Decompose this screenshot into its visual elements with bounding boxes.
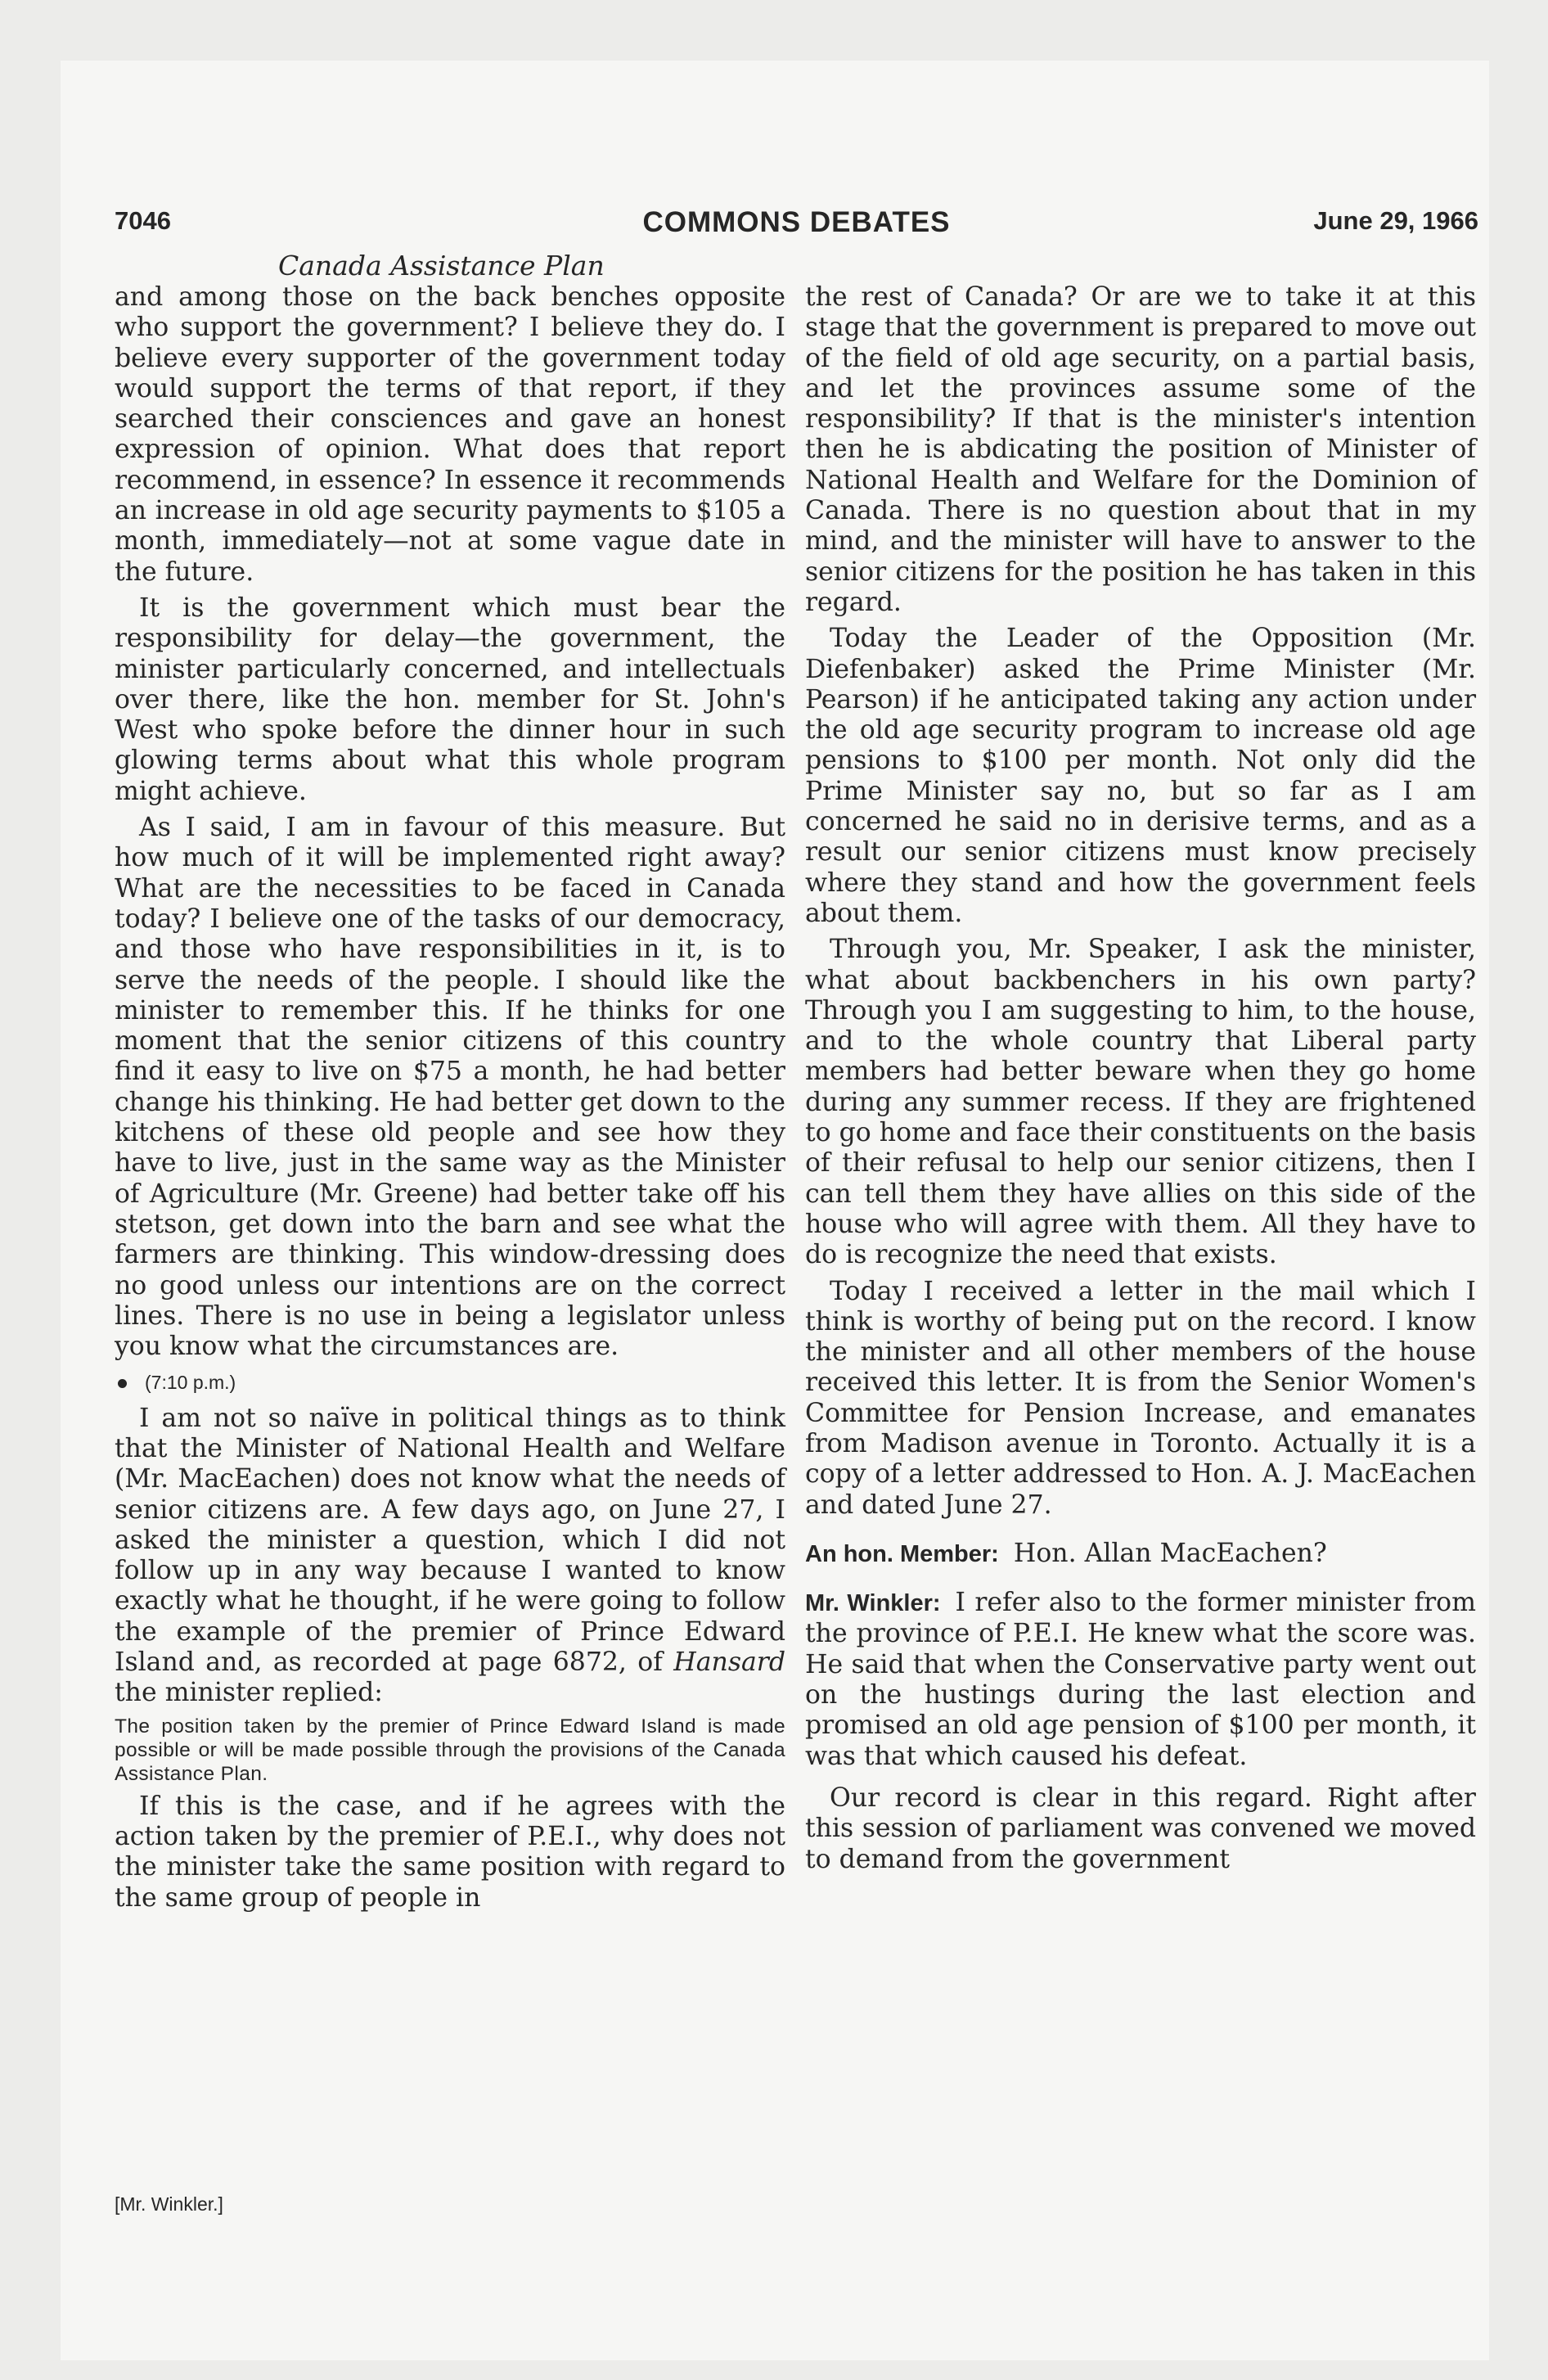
block-quote: The position taken by the premier of Prince Edward Island is made possible or will be made possible through the provisions of the Canada Assistance Plan.: [115, 1715, 785, 1785]
paragraph: If this is the case, and if he agrees with the action taken by the premier of P.E.I., why does not the minister take the same position with regard to the same group of people in: [115, 1791, 785, 1913]
time-marker: [115, 1368, 785, 1398]
hansard-reference: Hansard: [673, 1648, 785, 1678]
speaker-text: I refer also to the former minister from the province of P.E.I. He knew what the score was. He said that when the Conservative party went out on the hustings during the last election and promised an old age pension of $100 per month, it was that which caused his defeat.: [805, 1588, 1476, 1771]
paragraph: As I said, I am in favour of this measure. But how much of it will be implemented right away? What are the necessities to be faced in Canada today? I believe one of the tasks of our democracy, and those who have responsibilities in it, is to serve the needs of the people. I should like the minister to remember this. If he thinks for one moment that the senior citizens of this country find it easy to live on $75 a month, he had better change his thinking. He had better get down to the kitchens of these old people and see how they have to live, just in the same way as the Minister of Agriculture (Mr. Greene) had better take off his stetson, get down into the barn and see what the farmers are thinking. This window-dressing does no good unless our intentions are on the correct lines. There is no use in being a legislator unless you know what the circumstances are.: [115, 813, 785, 1362]
paragraph-text: I am not so naïve in political things as to think that the Minister of National Health and Welfare (Mr. MacEachen) does not know what the needs of senior citizens are. A few days ago, on June 27, I asked the minister a question, which I did not follow up in any way because I wanted to know exactly what he thought, if he were going to follow the example of the premier of Prince Edward Island and, as recorded at page 6872, of: [115, 1403, 785, 1678]
paragraph: and among those on the back benches opposite who support the government? I believe they do. I believe every supporter of the government today would support the terms of that report, if they searched their consciences and gave an honest expression of opinion. What does that report recommend, in essence? In essence it recommends an increase in old age security payments to $105 a month, immediately—not at some vague date in the future.: [115, 282, 785, 587]
left-column: [115, 282, 785, 1919]
debate-subject: Canada Assistance Plan: [278, 250, 605, 282]
paragraph: It is the government which must bear the responsibility for delay—the government, the minister particularly concerned, and intellectuals over there, like the hon. member for St. John's West who spoke before the dinner hour in such glowing terms about what this whole program might achieve.: [115, 593, 785, 806]
paragraph: [115, 1404, 785, 1709]
paragraph: Through you, Mr. Speaker, I ask the minister, what about backbenchers in his own party? Through you I am suggesting to him, to the house, and to the whole country that Liberal party members had better beware when they go home during any summer recess. If they are frightened to go home and face their constituents on the basis of their refusal to help our senior citizens, then I can tell them they have allies on this side of the house who will agree with them. All they have to do is recognize the need that exists.: [805, 935, 1476, 1270]
publication-title: COMMONS DEBATES: [642, 206, 951, 238]
time-marker-text: (7:10 p.m.): [145, 1372, 236, 1394]
speaker-name: Mr. Winkler:: [805, 1590, 941, 1617]
page-number: 7046: [115, 206, 171, 235]
speaker-name: An hon. Member:: [805, 1540, 999, 1567]
speaker-text: Hon. Allan MacEachen?: [1013, 1538, 1327, 1568]
right-column: [805, 282, 1476, 1881]
paragraph: the rest of Canada? Or are we to take it at this stage that the government is prepared to move out of the field of old age security, on a partial basis, and let the provinces assume some of the responsibility? If that is the minister's intention then he is abdicating the position of Minister of National Health and Welfare for the Dominion of Canada. There is no question about that in my mind, and the minister will have to answer to the senior citizens for the position he has taken in this regard.: [805, 282, 1476, 617]
paragraph-text-end: the minister replied:: [115, 1678, 383, 1708]
bullet-icon: [118, 1379, 127, 1388]
speaker-paragraph: [805, 1539, 1476, 1570]
speaker-attribution: [Mr. Winkler.]: [115, 2193, 223, 2215]
paragraph: Our record is clear in this regard. Right after this session of parliament was convened we moved to demand from the government: [805, 1783, 1476, 1874]
paragraph: Today the Leader of the Opposition (Mr. Diefenbaker) asked the Prime Minister (Mr. Pearson) if he anticipated taking any action under the old age security program to increase old age pensions to $100 per month. Not only did the Prime Minister say no, but so far as I am concerned he said no in derisive terms, and as a result our senior citizens must know precisely where they stand and how the government feels about them.: [805, 624, 1476, 928]
speaker-paragraph: [805, 1588, 1476, 1772]
page-header: [115, 206, 1478, 244]
paragraph: Today I received a letter in the mail which I think is worthy of being put on the record. I know the minister and all other members of the house received this letter. It is from the Senior Women's Committee for Pension Increase, and emanates from Madison avenue in Toronto. Actually it is a copy of a letter addressed to Hon. A. J. MacEachen and dated June 27.: [805, 1276, 1476, 1520]
publication-date: June 29, 1966: [1313, 206, 1478, 235]
